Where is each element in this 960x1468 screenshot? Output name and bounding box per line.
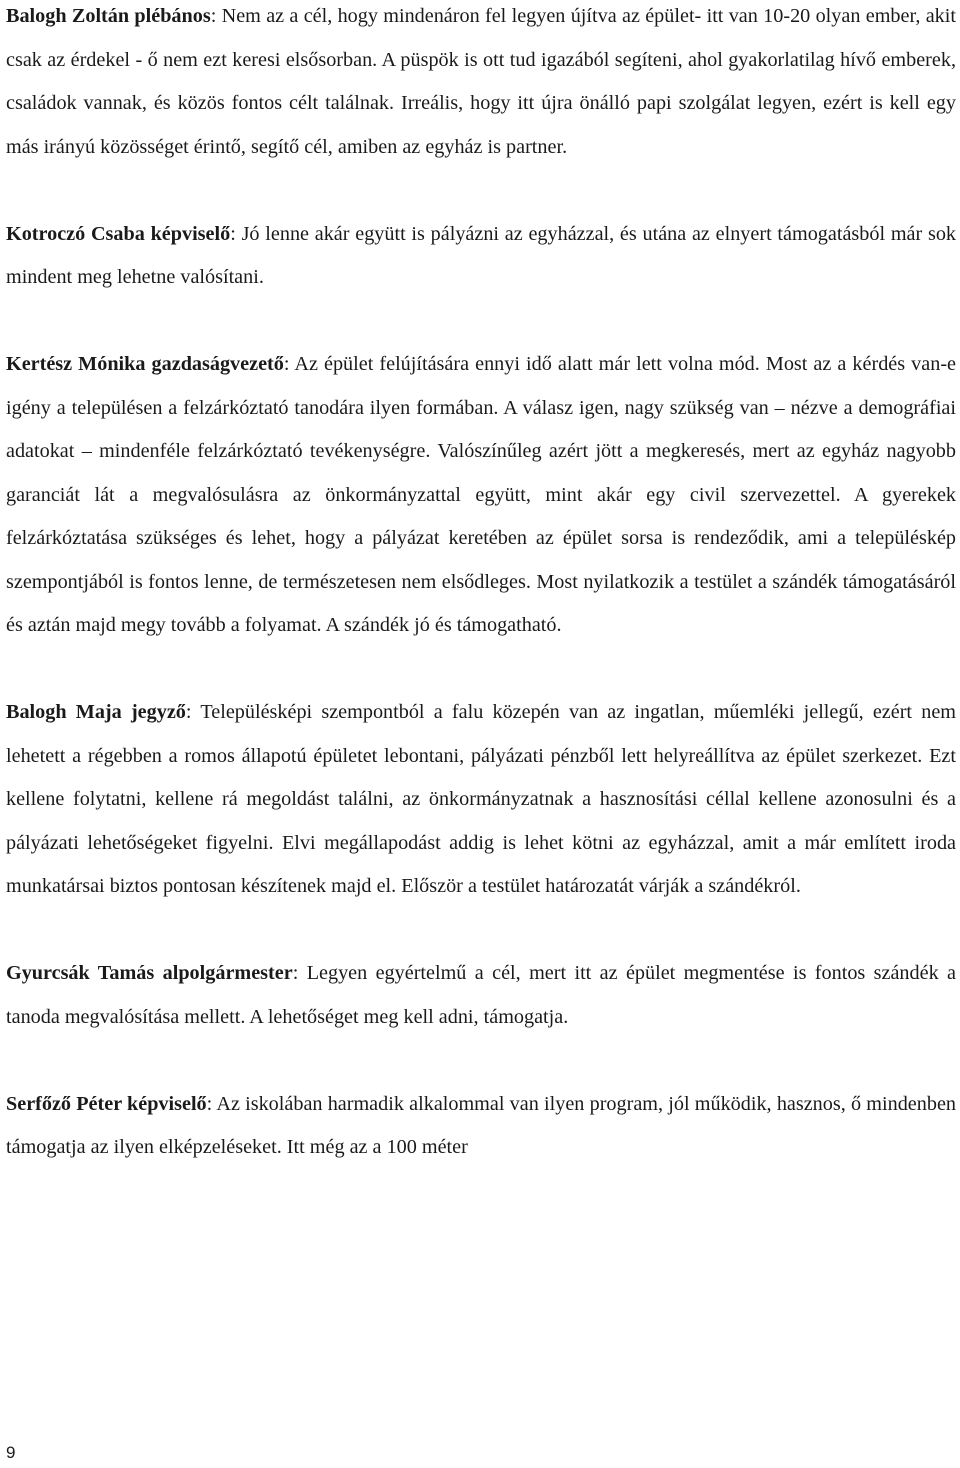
speaker-name: Gyurcsák Tamás alpolgármester bbox=[6, 962, 293, 984]
speaker-name: Serfőző Péter képviselő bbox=[6, 1092, 207, 1115]
speaker-name: Kertész Mónika gazdaságvezető bbox=[6, 353, 284, 375]
statement-text: Jó lenne akár együtt is pályázni az egyházzal, és utána az elnyert támogatásból már sok mindent meg lehetne valósítani. bbox=[6, 222, 957, 288]
statement-text: Településképi szempontból a falu közepén van az ingatlan, műemléki jellegű, ezért nem lehetett a régebben a romos állapotú épületet lebontani, pályázati pénzből lett helyreállítva az épület szerkezet. Ezt kellene folytatni, kellene rá megoldást találni, az önkormányzatnak a hasznosítási céllal kellene azonosulni és a pályázati lehetőségeket figyelni. Elvi megállapodást addig is lehet kötni az egyházzal, amit a már említett iroda munkatársai biztos pontosan készítenek majd el. Először a testület határozatát várják a szándékról. bbox=[6, 701, 956, 897]
statement-text: Az épület felújítására ennyi idő alatt már lett volna mód. Most az a kérdés van-e igény a településen a felzárkóztató tanodára ilyen formában. A válasz igen, nagy szükség van – nézve a demográfiai adatokat – mindenféle felzárkóztató tevékenységre. Valószínűleg azért jött a megkeresés, mert az egyház nagyobb garanciát lát a megvalósulásra az önkormányzattal együtt, mint akár egy civil szervezettel. A gyerekek felzárkóztatása szükséges és lehet, hogy a pályázat keretében az épület sorsa is rendeződik, ami a településkép szempontjából is fontos lenne, de természetesen nem elsődleges. Most nyilatkozik a testület a szándék támogatásáról és aztán majd megy tovább a folyamat. A szándék jó és támogatható. bbox=[6, 353, 956, 636]
statement-paragraph: Kertész Mónika gazdaságvezető: Az épület felújítására ennyi idő alatt már lett volna mód. Most az a kérdés van-e igény a településen a felzárkóztató tanodára ilyen formában. A válasz igen, nagy szükség van – nézve a demográfiai adatokat – mindenféle felzárkóztató tevékenységre. Valószínűleg azért jött a megkeresés, mert az egyház nagyobb garanciát lát a megvalósulásra az önkormányzattal együtt, mint akár egy civil szervezettel. A gyerekek felzárkóztatása szükséges és lehet, hogy a pályázat keretében az épület sorsa is rendeződik, ami a településkép szempontjából is fontos lenne, de természetesen nem elsődleges. Most nyilatkozik a testület a szándék támogatásáról és aztán majd megy tovább a folyamat. A szándék jó és támogatható. bbox=[6, 353, 956, 636]
statement-text: Nem az a cél, hogy mindenáron fel legyen újítva az épület- itt van 10-20 olyan ember, akit csak az érdekel - ő nem ezt keresi elsősorban. A püspök is ott tud igazából segíteni, ahol gyakorlatilag hívő emberek, családok vannak, és közös fontos célt találnak. Irreális, hogy itt újra önálló papi szolgálat legyen, ezért is kell egy más irányú közösséget érintő, segítő cél, amiben az egyház is partner. bbox=[6, 5, 956, 158]
statement-paragraph: Kotroczó Csaba képviselő: Jó lenne akár együtt is pályázni az egyházzal, és utána az elnyert támogatásból már sok mindent meg lehetne valósítani. bbox=[6, 222, 957, 288]
statement-paragraph: Gyurcsák Tamás alpolgármester: Legyen egyértelmű a cél, mert itt az épület megmentése is fontos szándék a tanoda megvalósítása mellett. A lehetőséget meg kell adni, támogatja. bbox=[6, 962, 957, 1028]
document-page bbox=[6, 0, 956, 1170]
statement-paragraph: Balogh Maja jegyző: Településképi szempontból a falu közepén van az ingatlan, műemléki jellegű, ezért nem lehetett a régebben a romos állapotú épületet lebontani, pályázati pénzből lett helyreállítva az épület szerkezet. Ezt kellene folytatni, kellene rá megoldást találni, az önkormányzatnak a hasznosítási céllal kellene azonosulni és a pályázati lehetőségeket figyelni. Elvi megállapodást addig is lehet kötni az egyházzal, amit a már említett iroda munkatársai biztos pontosan készítenek majd el. Először a testület határozatát várják a szándékról. bbox=[6, 701, 956, 897]
speaker-name: Kotroczó Csaba képviselő bbox=[6, 222, 231, 245]
page-number: 9 bbox=[6, 1443, 16, 1462]
statement-text: Az iskolában harmadik alkalommal van ilyen program, jól működik, hasznos, ő mindenben támogatja az ilyen elképzeléseket. Itt még az a 100 méter bbox=[6, 1092, 956, 1158]
statement-paragraph: Balogh Zoltán plébános: Nem az a cél, hogy mindenáron fel legyen újítva az épület- itt van 10-20 olyan ember, akit csak az érdekel - ő nem ezt keresi elsősorban. A püspök is ott tud igazából segíteni, ahol gyakorlatilag hívő emberek, családok vannak, és közös fontos célt találnak. Irreális, hogy itt újra önálló papi szolgálat legyen, ezért is kell egy más irányú közösséget érintő, segítő cél, amiben az egyház is partner. bbox=[6, 5, 956, 158]
speaker-name: Balogh Maja jegyző bbox=[6, 701, 186, 723]
speaker-name: Balogh Zoltán plébános bbox=[6, 5, 211, 27]
statement-paragraph: Serfőző Péter képviselő: Az iskolában harmadik alkalommal van ilyen program, jól működik, hasznos, ő mindenben támogatja az ilyen elképzeléseket. Itt még az a 100 méter bbox=[6, 1092, 956, 1158]
statement-text: Legyen egyértelmű a cél, mert itt az épület megmentése is fontos szándék a tanoda megvalósítása mellett. A lehetőséget meg kell adni, támogatja. bbox=[6, 962, 957, 1028]
